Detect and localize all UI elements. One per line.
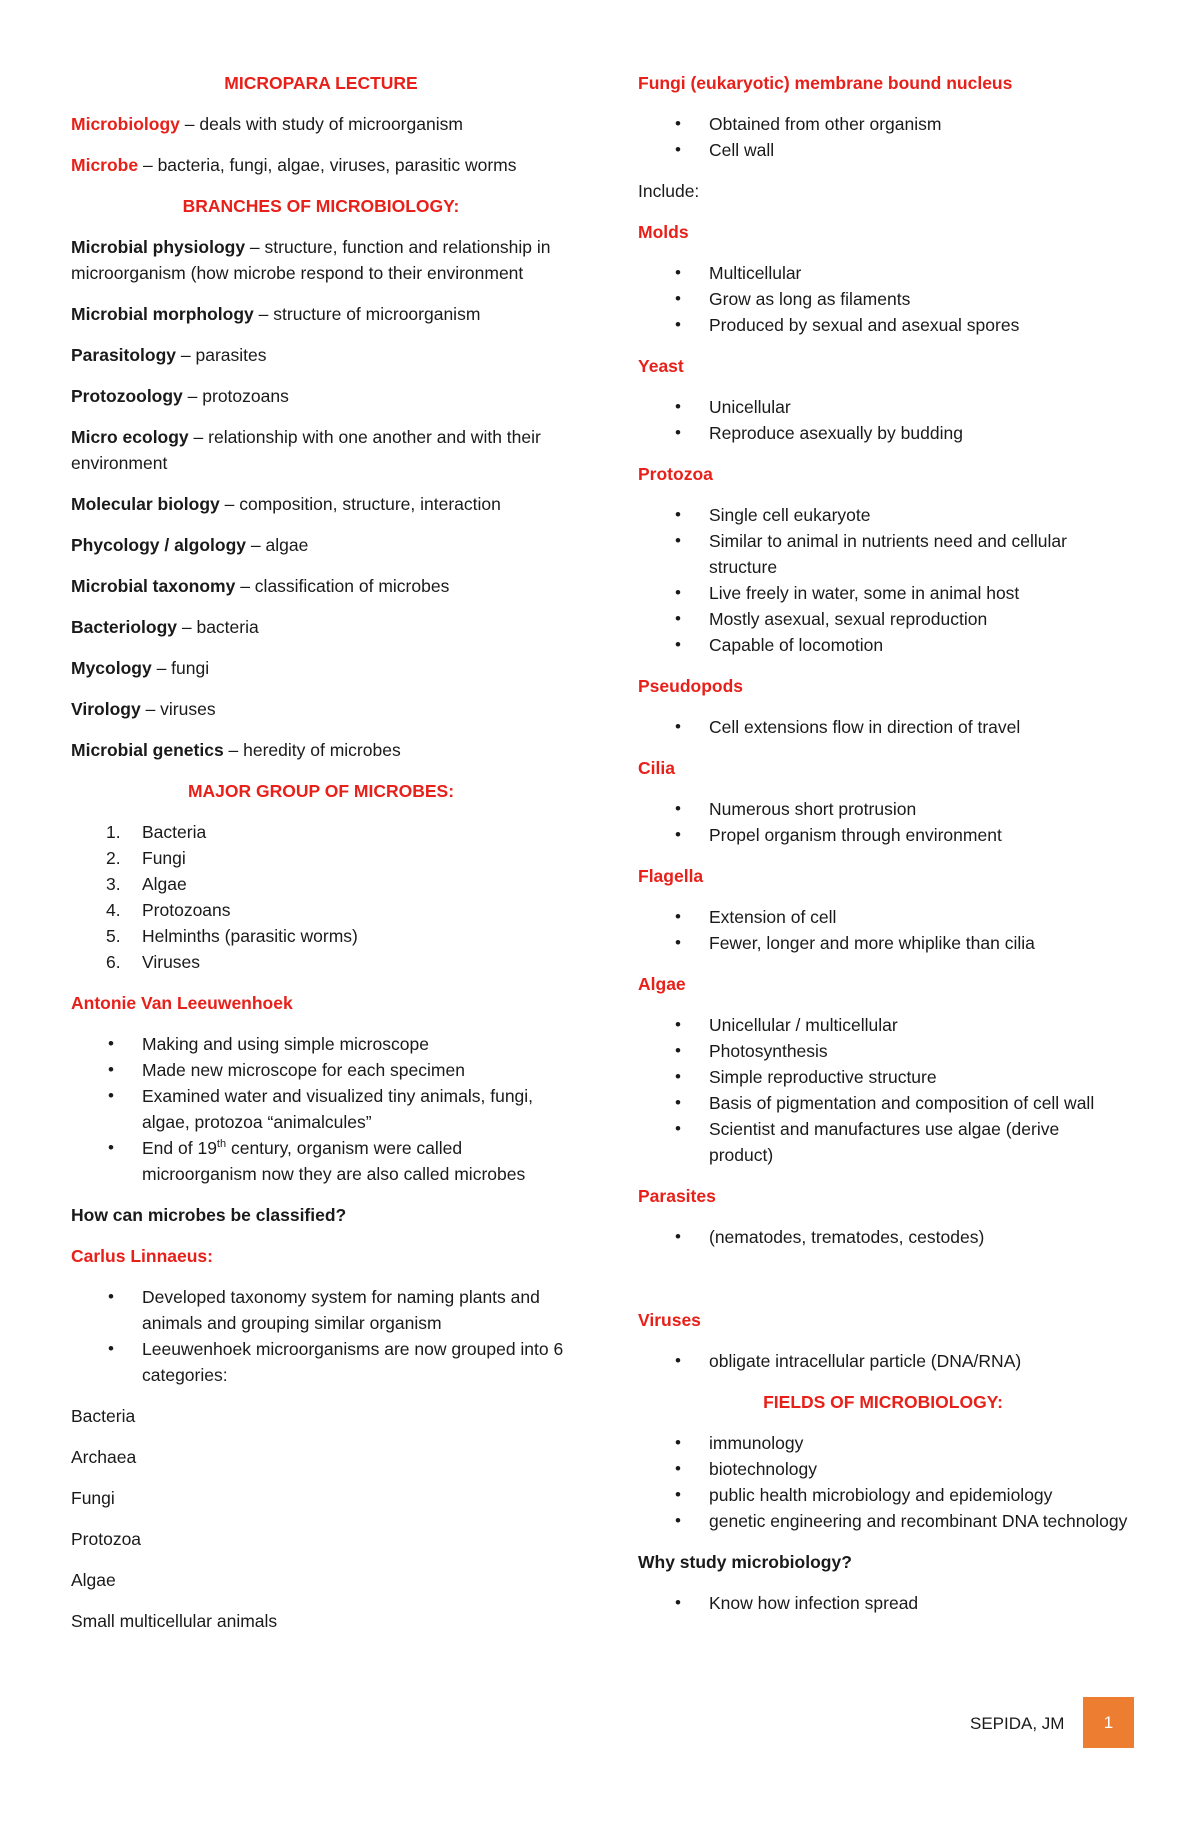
branch-definition — [71, 655, 571, 681]
molds-heading: Molds — [638, 222, 689, 242]
flagella-heading: Flagella — [638, 866, 704, 886]
branch-term: Virology — [71, 699, 141, 719]
yeast-list — [638, 394, 1128, 446]
category-item: Small multicellular animals — [71, 1611, 278, 1631]
branch-definition — [71, 532, 571, 558]
list-item: • Capable of locomotion — [638, 632, 1128, 658]
branches-list — [71, 234, 571, 763]
list-number: 3. — [106, 874, 121, 894]
viruses-list — [638, 1348, 1128, 1374]
classified-question: How can microbes be classified? — [71, 1205, 347, 1225]
list-item: • (nematodes, trematodes, cestodes) — [638, 1224, 1128, 1250]
branch-description: – structure, function and relationship in microorganism (how microbe respond to their environment — [71, 237, 551, 283]
list-text: Fungi — [142, 848, 186, 868]
branch-term: Microbial physiology — [71, 237, 246, 257]
cilia-heading: Cilia — [638, 758, 675, 778]
branch-description: – bacteria — [177, 617, 259, 637]
list-item — [71, 845, 571, 871]
category-item: Archaea — [71, 1447, 137, 1467]
branch-definition — [71, 424, 571, 476]
branch-term: Parasitology — [71, 345, 177, 365]
branch-definition — [71, 383, 571, 409]
list-text: Viruses — [142, 952, 201, 972]
category-item: Algae — [71, 1570, 116, 1590]
branch-term: Phycology / algology — [71, 535, 247, 555]
major-groups-list — [71, 819, 571, 975]
branch-description: – parasites — [176, 345, 267, 365]
list-item — [71, 949, 571, 975]
branch-term: Bacteriology — [71, 617, 177, 637]
list-item: • biotechnology — [638, 1456, 1128, 1482]
branch-description: – structure of microorganism — [253, 304, 481, 324]
list-item: • Scientist and manufactures use algae (derive product) — [638, 1116, 1128, 1168]
list-item: • Developed taxonomy system for naming plants and animals and grouping similar organism — [71, 1284, 571, 1336]
branch-description: – composition, structure, interaction — [219, 494, 501, 514]
list-number: 1. — [106, 822, 121, 842]
list-item: • Extension of cell — [638, 904, 1128, 930]
branch-definition — [71, 491, 571, 517]
list-text: Protozoans — [142, 900, 231, 920]
category-item: Bacteria — [71, 1406, 136, 1426]
list-item: • obligate intracellular particle (DNA/RNA) — [638, 1348, 1128, 1374]
branch-term: Microbial taxonomy — [71, 576, 236, 596]
fungi-list — [638, 111, 1128, 163]
page-number-badge: 1 — [1083, 1697, 1134, 1748]
spacer — [638, 1265, 1128, 1307]
definition-microbe: Microbe – bacteria, fungi, algae, viruses, parasitic worms — [71, 155, 517, 175]
branch-description: – fungi — [151, 658, 210, 678]
algae-heading: Algae — [638, 974, 686, 994]
list-item: • genetic engineering and recombinant DNA technology — [638, 1508, 1128, 1534]
list-item — [71, 819, 571, 845]
pseudopods-list — [638, 714, 1128, 740]
list-number: 6. — [106, 952, 121, 972]
leeuwenhoek-list — [71, 1031, 571, 1187]
linnaeus-heading: Carlus Linnaeus: — [71, 1246, 213, 1266]
document-title: MICROPARA LECTURE — [224, 73, 418, 93]
list-item: • Photosynthesis — [638, 1038, 1128, 1064]
branch-definition — [71, 573, 571, 599]
leeuwenhoek-heading: Antonie Van Leeuwenhoek — [71, 993, 293, 1013]
list-number: 2. — [106, 848, 121, 868]
categories-list — [71, 1403, 571, 1634]
major-groups-heading: MAJOR GROUP OF MICROBES: — [187, 781, 455, 801]
branch-description: – algae — [246, 535, 309, 555]
list-item: • Basis of pigmentation and composition of cell wall — [638, 1090, 1128, 1116]
list-item: • Reproduce asexually by budding — [638, 420, 1128, 446]
branch-description: – protozoans — [182, 386, 289, 406]
list-item: • Obtained from other organism — [638, 111, 1128, 137]
pseudopods-heading: Pseudopods — [638, 676, 744, 696]
branch-definition — [71, 342, 571, 368]
list-item: • Making and using simple microscope — [71, 1031, 571, 1057]
fungi-heading: Fungi (eukaryotic) membrane bound nucleus — [638, 73, 1013, 93]
yeast-heading: Yeast — [638, 356, 684, 376]
list-item: • Grow as long as filaments — [638, 286, 1128, 312]
list-item: • Live freely in water, some in animal host — [638, 580, 1128, 606]
list-item: • Single cell eukaryote — [638, 502, 1128, 528]
list-item: • Produced by sexual and asexual spores — [638, 312, 1128, 338]
list-item: • public health microbiology and epidemiology — [638, 1482, 1128, 1508]
flagella-list — [638, 904, 1128, 956]
branch-term: Microbial morphology — [71, 304, 254, 324]
molds-list — [638, 260, 1128, 338]
list-item: • Examined water and visualized tiny animals, fungi, algae, protozoa “animalcules” — [71, 1083, 571, 1135]
why-list — [638, 1590, 1128, 1616]
protozoa-list — [638, 502, 1128, 658]
list-item: • Made new microscope for each specimen — [71, 1057, 571, 1083]
definition-microbiology: Microbiology – deals with study of microorganism — [71, 114, 463, 134]
category-item: Protozoa — [71, 1529, 142, 1549]
branch-description: – heredity of microbes — [223, 740, 401, 760]
branch-term: Micro ecology — [71, 427, 189, 447]
branches-heading: BRANCHES OF MICROBIOLOGY: — [182, 196, 460, 216]
protozoa-heading: Protozoa — [638, 464, 713, 484]
list-item: • Unicellular — [638, 394, 1128, 420]
branch-definition — [71, 737, 571, 763]
algae-list — [638, 1012, 1128, 1168]
branch-term: Microbial genetics — [71, 740, 224, 760]
list-text: Helminths (parasitic worms) — [142, 926, 358, 946]
list-item: • Fewer, longer and more whiplike than cilia — [638, 930, 1128, 956]
category-item: Fungi — [71, 1488, 115, 1508]
footer-author: SEPIDA, JM — [970, 1714, 1065, 1733]
left-column — [71, 70, 571, 1649]
branch-term: Molecular biology — [71, 494, 220, 514]
list-item: • Similar to animal in nutrients need and cellular structure — [638, 528, 1128, 580]
branch-description: – relationship with one another and with their environment — [71, 427, 541, 473]
right-column — [638, 70, 1128, 1631]
list-item: • immunology — [638, 1430, 1128, 1456]
list-text: Bacteria — [142, 822, 207, 842]
cilia-list — [638, 796, 1128, 848]
list-item: • Know how infection spread — [638, 1590, 1128, 1616]
list-number: 5. — [106, 926, 121, 946]
list-item: • Leeuwenhoek microorganisms are now grouped into 6 categories: — [71, 1336, 571, 1388]
branch-description: – viruses — [140, 699, 216, 719]
list-item — [71, 871, 571, 897]
branch-definition — [71, 614, 571, 640]
parasites-list — [638, 1224, 1128, 1250]
branch-definition — [71, 301, 571, 327]
include-label: Include: — [638, 181, 700, 201]
list-item: • Numerous short protrusion — [638, 796, 1128, 822]
list-number: 4. — [106, 900, 121, 920]
list-item: • Cell wall — [638, 137, 1128, 163]
why-question: Why study microbiology? — [638, 1552, 852, 1572]
list-item: • Cell extensions flow in direction of travel — [638, 714, 1128, 740]
list-item: • Unicellular / multicellular — [638, 1012, 1128, 1038]
list-item: • Simple reproductive structure — [638, 1064, 1128, 1090]
branch-term: Mycology — [71, 658, 152, 678]
list-item: • Propel organism through environment — [638, 822, 1128, 848]
parasites-heading: Parasites — [638, 1186, 716, 1206]
branch-definition — [71, 696, 571, 722]
list-item: • Mostly asexual, sexual reproduction — [638, 606, 1128, 632]
list-item — [71, 897, 571, 923]
list-text: Algae — [142, 874, 187, 894]
list-item: • End of 19th century, organism were called microorganism now they are also called microbes — [71, 1135, 571, 1187]
branch-description: – classification of microbes — [235, 576, 450, 596]
branch-definition — [71, 234, 571, 286]
fields-list — [638, 1430, 1128, 1534]
branch-term: Protozoology — [71, 386, 183, 406]
list-item: • Multicellular — [638, 260, 1128, 286]
list-item — [71, 923, 571, 949]
linnaeus-list — [71, 1284, 571, 1388]
fields-heading: FIELDS OF MICROBIOLOGY: — [763, 1392, 1003, 1412]
viruses-heading: Viruses — [638, 1310, 701, 1330]
